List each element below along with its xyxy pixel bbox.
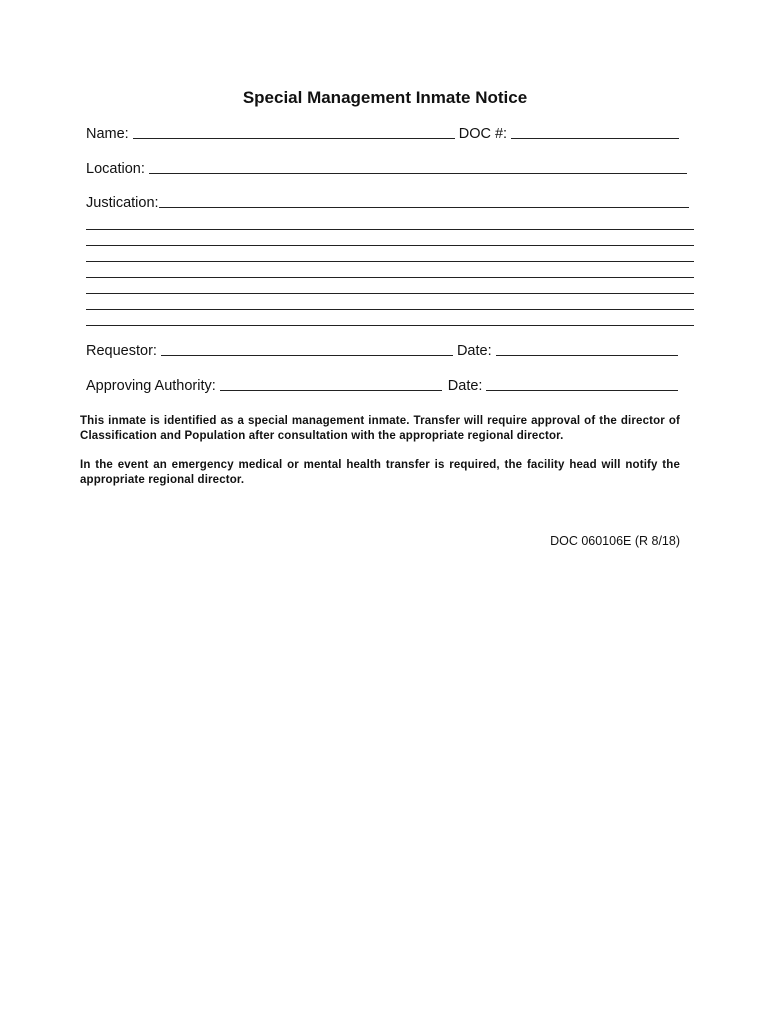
justication-line-4[interactable] xyxy=(86,277,694,278)
justication-label: Justication: xyxy=(86,195,159,211)
form-code: DOC 060106E (R 8/18) xyxy=(550,534,680,548)
document-title: Special Management Inmate Notice xyxy=(242,88,528,107)
justication-field[interactable] xyxy=(159,206,689,208)
doc-number-label: DOC #: xyxy=(458,126,508,142)
requestor-date-field[interactable] xyxy=(496,354,678,356)
justication-line-1[interactable] xyxy=(86,229,694,230)
location-label: Location: xyxy=(86,161,145,177)
doc-number-field[interactable] xyxy=(511,137,679,139)
requestor-field[interactable] xyxy=(161,354,453,356)
justication-line-6[interactable] xyxy=(86,309,694,310)
requestor-label: Requestor: xyxy=(86,343,157,359)
name-label: Name: xyxy=(86,126,129,142)
justication-line-7[interactable] xyxy=(86,325,694,326)
requestor-row xyxy=(86,343,678,359)
justication-line-2[interactable] xyxy=(86,245,694,246)
approving-authority-field[interactable] xyxy=(220,389,442,391)
requestor-date-label: Date: xyxy=(456,343,492,359)
approving-date-field[interactable] xyxy=(486,389,678,391)
name-doc-row xyxy=(86,126,679,142)
location-field[interactable] xyxy=(149,172,687,174)
approving-authority-row xyxy=(86,378,678,394)
special-management-paragraph: This inmate is identified as a special management inmate. Transfer will require approval of the director of Classification and Population after consultation with the appropriate regional director. xyxy=(80,415,680,442)
emergency-transfer-paragraph: In the event an emergency medical or mental health transfer is required, the facility head will notify the appropriate regional director. xyxy=(80,459,680,486)
location-row xyxy=(86,161,687,177)
justication-line-3[interactable] xyxy=(86,261,694,262)
approving-authority-label: Approving Authority: xyxy=(86,378,216,394)
justication-row xyxy=(86,195,689,211)
approving-date-label: Date: xyxy=(447,378,483,394)
name-field[interactable] xyxy=(133,137,455,139)
justication-line-5[interactable] xyxy=(86,293,694,294)
